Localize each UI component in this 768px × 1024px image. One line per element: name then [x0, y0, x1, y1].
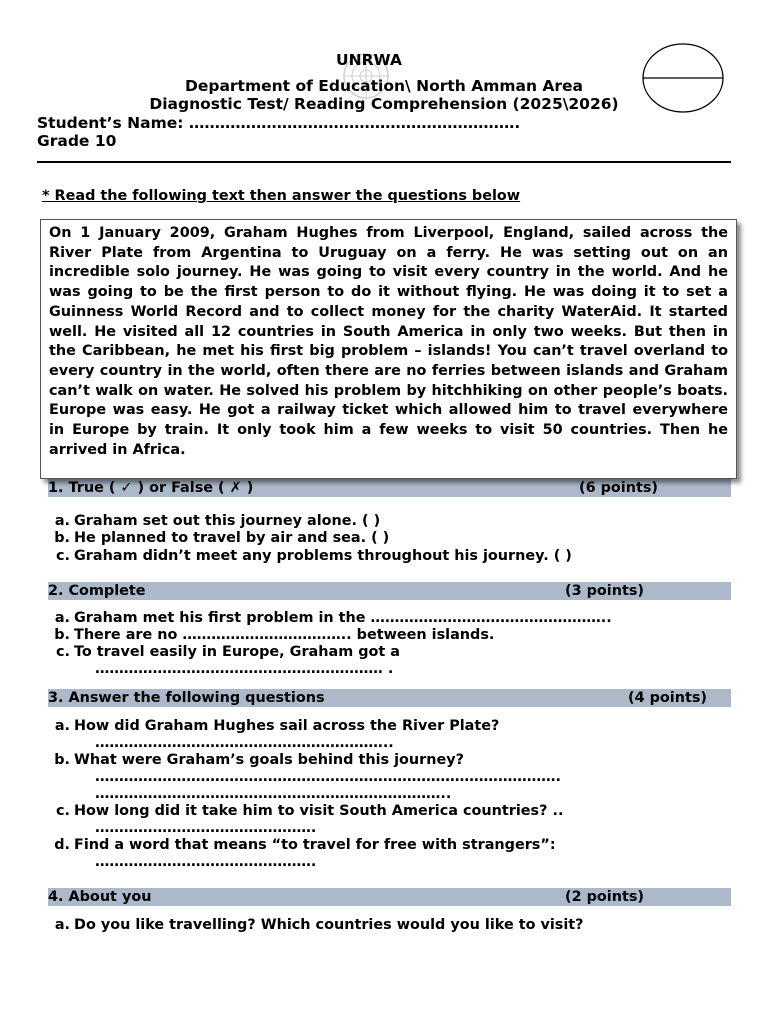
item-text: How did Graham Hughes sail across the River Plate?	[74, 718, 500, 734]
test-title: Diagnostic Test/ Reading Comprehension (2025\2026)	[149, 95, 619, 113]
question-3c[interactable]	[48, 803, 563, 820]
item-text: Graham didn’t meet any problems throughout his journey. ( )	[74, 548, 572, 564]
section-title: 4. About you	[48, 889, 152, 905]
section-points: (6 points)	[579, 480, 658, 496]
answer-line[interactable]: ……………………………………….	[95, 820, 317, 836]
question-1b[interactable]	[48, 530, 389, 547]
answer-line[interactable]: …………………………………………………………………………………….	[95, 769, 561, 785]
question-1c[interactable]	[48, 548, 572, 565]
answer-line[interactable]: …………………………………………………… .	[95, 661, 394, 677]
item-label: b.	[54, 627, 70, 643]
item-text: Graham met his first problem in the …………………………………………..	[74, 610, 612, 626]
question-2b[interactable]	[48, 627, 494, 644]
section-3-header	[48, 689, 731, 707]
item-label: c.	[56, 644, 70, 660]
section-points: (3 points)	[565, 583, 644, 599]
item-label: d.	[54, 837, 70, 853]
question-2c[interactable]	[48, 644, 400, 661]
student-name-field[interactable]: Student’s Name: ……………………………………………………….	[37, 114, 521, 132]
section-2-header	[48, 582, 731, 600]
section-1-header	[48, 479, 731, 497]
item-text: Do you like travelling? Which countries would you like to visit?	[74, 917, 584, 933]
item-text: How long did it take him to visit South America countries? ..	[74, 803, 564, 819]
section-points: (4 points)	[628, 690, 707, 706]
item-text: To travel easily in Europe, Graham got a	[74, 644, 401, 660]
question-4a[interactable]	[48, 917, 584, 934]
item-label: c.	[56, 803, 70, 819]
question-3b[interactable]	[48, 752, 464, 769]
question-3d[interactable]	[48, 837, 556, 854]
section-title: 3. Answer the following questions	[48, 690, 325, 706]
item-text: Graham set out this journey alone. ( )	[74, 513, 381, 529]
item-label: a.	[54, 610, 70, 626]
grade-label: Grade 10	[37, 132, 117, 150]
section-points: (2 points)	[565, 889, 644, 905]
org-name: UNRWA	[336, 51, 402, 69]
answer-line[interactable]: ………………………………………………………………..	[95, 786, 452, 802]
question-1a[interactable]	[48, 513, 380, 530]
item-label: a.	[54, 917, 70, 933]
item-label: b.	[54, 752, 70, 768]
answer-line[interactable]: ……………………………………….	[95, 854, 317, 870]
instruction: * Read the following text then answer the questions below	[42, 188, 521, 204]
section-4-header	[48, 888, 731, 906]
item-label: a.	[54, 513, 70, 529]
department-title: Department of Education\ North Amman Area	[184, 77, 583, 95]
item-label: c.	[56, 548, 70, 564]
reading-passage: On 1 January 2009, Graham Hughes from Liverpool, England, sailed across the River Plate from Argentina to Uruguay on a ferry. He was setting out on an incredible solo journey. He was going to visit every country in the world. And he was going to be the first person to do it without flying. He was doing it to set a Guinness World Record and to collect money for the charity WaterAid. It started well. He visited all 12 countries in South America in only two weeks. But then in the Caribbean, he met his first big problem – islands! You can’t travel overland to every country in the world, often there are no ferries between islands and Graham can’t walk on water. He solved his problem by hitchhiking on other people’s boats. Europe was easy. He got a railway ticket which allowed him to travel everywhere in Europe by train. It only took him a few weeks to visit 50 countries. Then he arrived in Africa.	[40, 219, 737, 479]
question-2a[interactable]	[48, 610, 612, 627]
item-text: There are no …………………………….. between islands.	[74, 627, 495, 643]
item-label: a.	[54, 718, 70, 734]
question-3a[interactable]	[48, 718, 499, 735]
item-text: What were Graham’s goals behind this journey?	[74, 752, 464, 768]
section-title: 1. True ( ✓ ) or False ( ✗ )	[48, 480, 254, 496]
item-text: Find a word that means “to travel for free with strangers”:	[74, 837, 556, 853]
header-divider	[37, 161, 731, 163]
item-label: b.	[54, 530, 70, 546]
item-text: He planned to travel by air and sea. ( )	[74, 530, 390, 546]
section-title: 2. Complete	[48, 583, 146, 599]
answer-line[interactable]: ……………………………………………………..	[95, 735, 394, 751]
